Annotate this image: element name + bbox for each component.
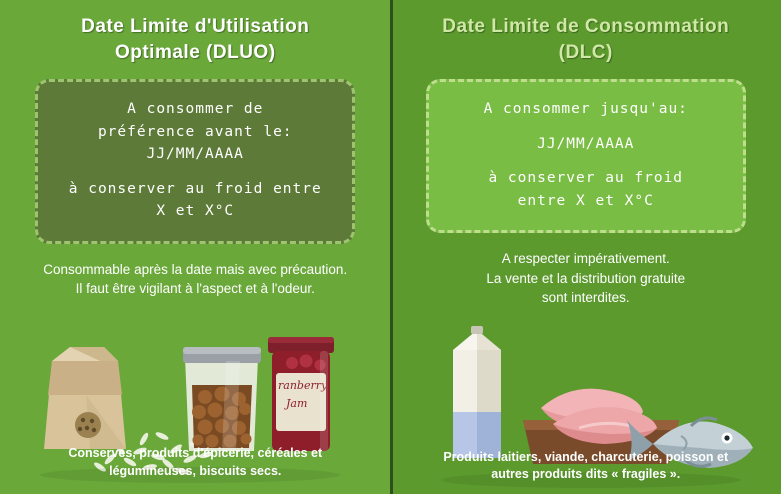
paper-bag-icon — [44, 347, 126, 449]
dlc-label-line3: à conserver au froid — [488, 170, 684, 187]
dluo-caption — [0, 445, 391, 480]
dluo-label-line3: JJ/MM/AAAA — [146, 146, 244, 163]
dluo-label-line2: préférence avant le: — [97, 123, 293, 140]
dlc-illustration — [391, 308, 781, 494]
panel-divider — [390, 0, 393, 494]
dlc-caption-line1: Produits laitiers, viande, charcuterie, poisson et — [443, 449, 729, 464]
panel-dlc — [391, 0, 781, 494]
dluo-label-line1: A consommer de — [127, 101, 264, 118]
dlc-note-line1: A respecter impérativement. — [501, 251, 670, 267]
dlc-label-line1: A consommer jusqu'au: — [483, 101, 688, 118]
panel-dlc-title-line1: Date Limite de Consommation — [442, 16, 730, 37]
dlc-label-spacer-1 — [439, 121, 733, 133]
dlc-caption-line2: autres produits dits « fragiles ». — [491, 467, 681, 482]
dlc-label-spacer-2 — [439, 155, 733, 167]
dlc-label-line4: entre X et X°C — [517, 192, 654, 209]
dluo-caption-line2: légumineuses, biscuits secs. — [109, 463, 282, 478]
dlc-caption — [391, 449, 781, 484]
dluo-label-box — [35, 79, 355, 243]
dluo-label-line4: à conserver au froid entre — [68, 180, 322, 197]
dlc-label-line2: JJ/MM/AAAA — [537, 135, 635, 152]
panel-dluo-title-line2: Optimale (DLUO) — [114, 41, 276, 63]
dluo-note — [27, 260, 363, 299]
jar-label-line1: ranberry — [278, 378, 328, 392]
dlc-note — [470, 249, 701, 308]
dluo-note-line1: Consommable après la date mais avec précaution. — [43, 261, 348, 277]
jam-jar-icon — [268, 337, 334, 451]
panel-dlc-title-line2: (DLC) — [558, 41, 613, 63]
panel-dlc-title — [428, 14, 743, 65]
dlc-label-box — [426, 79, 746, 233]
panel-dluo-title-line1: Date Limite d'Utilisation — [81, 16, 310, 37]
dluo-label-line5: X et X°C — [156, 203, 235, 220]
dlc-note-line2: La vente et la distribution gratuite — [486, 270, 686, 286]
milk-carton-icon — [453, 326, 501, 458]
nuts-bag-icon — [183, 347, 261, 451]
jar-label-line2: Jam — [286, 396, 308, 410]
dluo-note-line2: Il faut être vigilant à l'aspect et à l'odeur. — [75, 281, 315, 297]
dluo-label-spacer — [48, 166, 342, 178]
dluo-caption-line1: Conserves, produits d'épicerie, céréales et — [68, 446, 323, 460]
panel-dluo-title — [67, 14, 323, 65]
dluo-illustration — [0, 299, 391, 494]
dlc-note-line3: sont interdites. — [541, 290, 630, 306]
